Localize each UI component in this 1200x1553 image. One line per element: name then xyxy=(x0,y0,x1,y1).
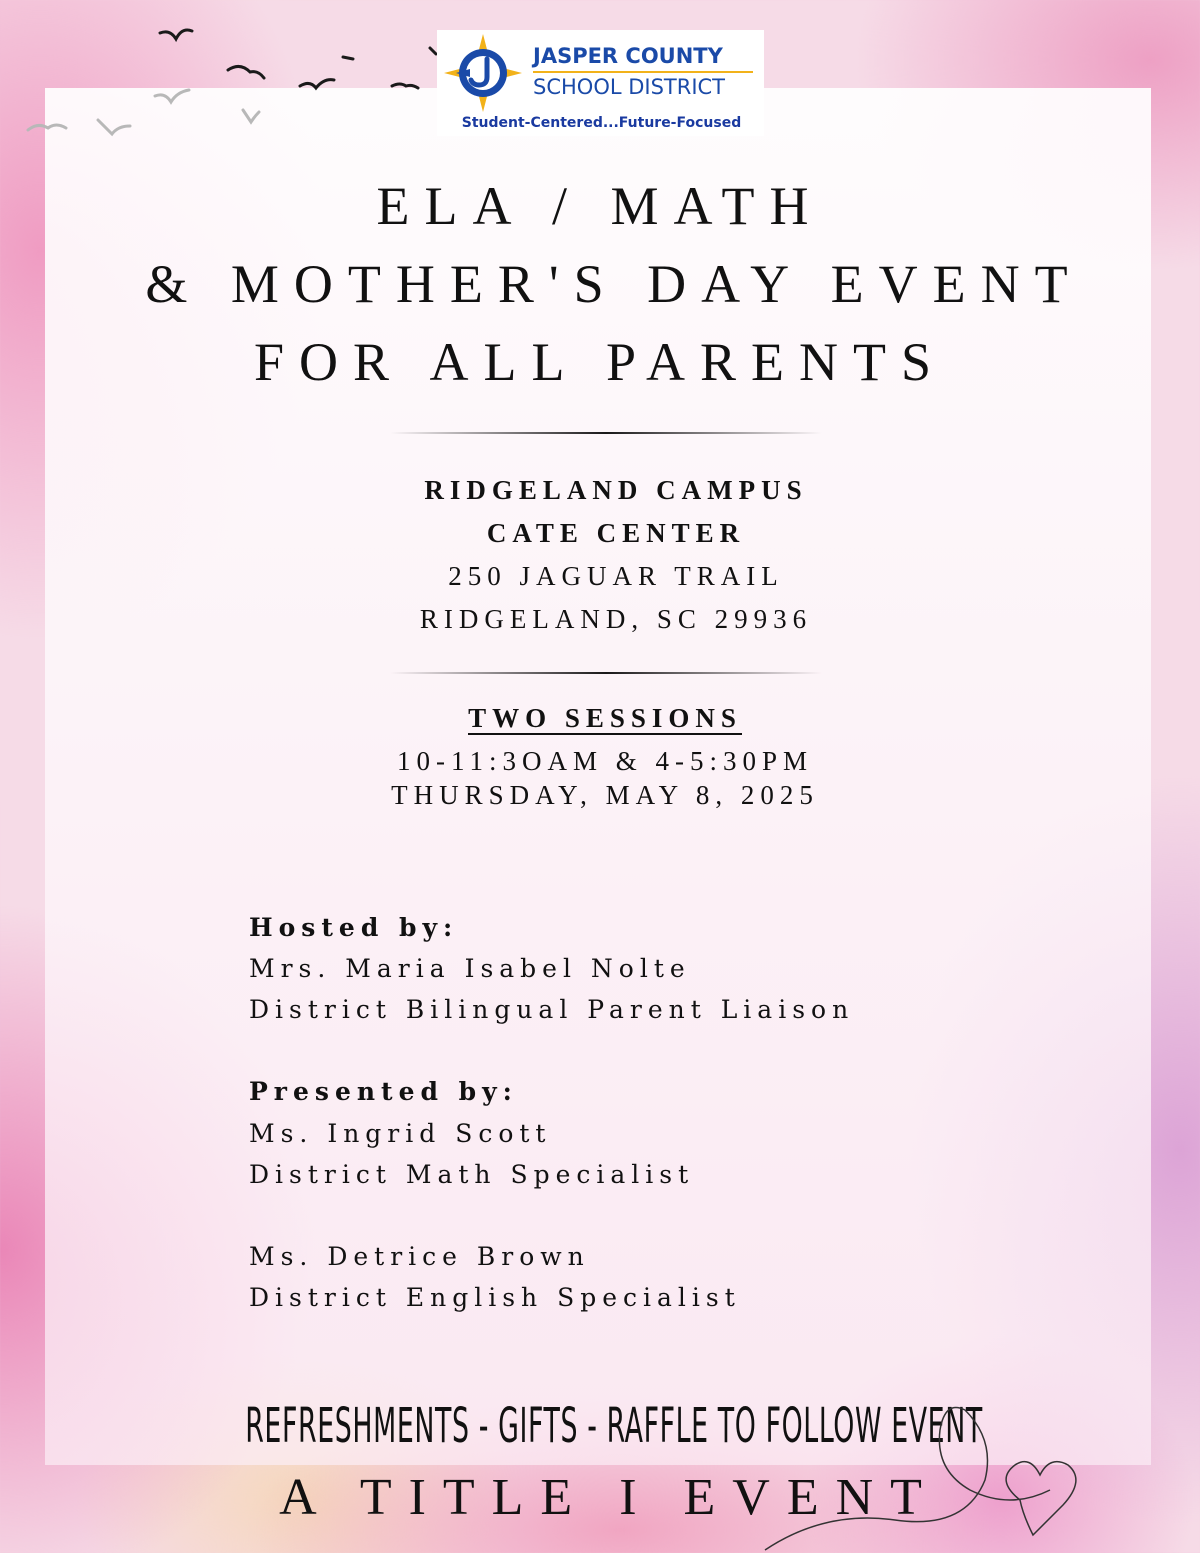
location-street: 250 JAGUAR TRAIL xyxy=(448,561,784,591)
sessions-heading xyxy=(0,702,1200,734)
logo-tagline: Student-Centered...Future-Focused xyxy=(461,115,742,131)
extras-banner: REFRESHMENTS - GIFTS - RAFFLE TO FOLLOW EVENT xyxy=(245,1398,983,1454)
divider-top xyxy=(390,432,822,434)
sessions-times: 10-11:3OAM & 4-5:30PM xyxy=(396,746,813,776)
hosted-label: Hosted by: xyxy=(249,913,459,942)
presenter-role: District English Specialist xyxy=(249,1283,741,1312)
location-city: RIDGELAND, SC 29936 xyxy=(419,604,813,634)
presented-label: Presented by: xyxy=(249,1077,518,1106)
host-role: District Bilingual Parent Liaison xyxy=(249,995,855,1024)
location-campus: RIDGELAND CAMPUS xyxy=(424,475,808,505)
title-line-1: ELA / MATH xyxy=(376,176,824,236)
presenter-role: District Math Specialist xyxy=(249,1160,695,1189)
divider-bottom xyxy=(390,672,822,674)
logo-name-line2: SCHOOL DISTRICT xyxy=(533,75,726,99)
compass-emblem-icon xyxy=(442,32,524,114)
sessions-heading-text: TWO SESSIONS xyxy=(468,703,742,733)
logo-rule xyxy=(533,71,753,73)
district-logo xyxy=(437,30,764,136)
title-line-2: & MOTHER'S DAY EVENT xyxy=(145,254,1083,314)
sessions-date: THURSDAY, MAY 8, 2025 xyxy=(391,780,819,810)
presenter-name: Ms. Detrice Brown xyxy=(249,1242,590,1271)
birds-icon xyxy=(0,0,460,150)
location-center: CATE CENTER xyxy=(486,518,746,548)
heart-doodle-icon xyxy=(760,1390,1100,1553)
host-name: Mrs. Maria Isabel Nolte xyxy=(249,954,691,983)
presenter-name: Ms. Ingrid Scott xyxy=(249,1119,552,1148)
title-line-3: FOR ALL PARENTS xyxy=(253,332,947,392)
logo-name-line1: JASPER COUNTY xyxy=(533,44,723,68)
title-i-event: A TITLE I EVENT xyxy=(279,1469,939,1526)
